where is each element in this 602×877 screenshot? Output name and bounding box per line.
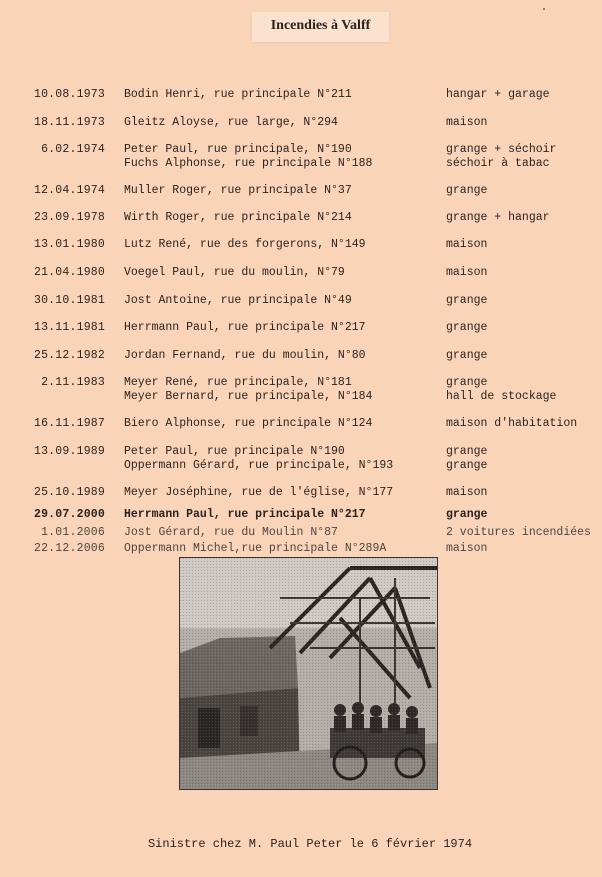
owner-address-line: Fuchs Alphonse, rue principale N°188 [124, 157, 373, 170]
damage-line: grange [446, 349, 488, 362]
entry-date: 23.09.1978 [33, 211, 105, 224]
entry-damage [446, 542, 487, 556]
owner-address-line: Bodin Henri, rue principale N°211 [124, 88, 352, 101]
entry-date: 13.09.1989 [33, 445, 105, 458]
owner-address-line: Meyer Joséphine, rue de l'église, N°177 [124, 486, 394, 499]
damage-line: maison [446, 116, 488, 129]
entry-date: 21.04.1980 [33, 266, 105, 279]
damage-line: grange [446, 445, 488, 458]
entry-owner-address [124, 238, 366, 252]
entry-damage [446, 349, 487, 363]
damage-line: grange [446, 376, 488, 389]
entry-damage [446, 294, 487, 308]
owner-address-line: Oppermann Michel,rue principale N°289A [124, 542, 387, 555]
entry-owner-address [124, 88, 352, 102]
entry-date: 16.11.1987 [33, 417, 105, 430]
entry-owner-address [124, 266, 345, 280]
entry-date: 30.10.1981 [33, 294, 105, 307]
entry-date: 1.01.2006 [41, 526, 105, 539]
entry-damage [446, 417, 577, 431]
owner-address-line: Biero Alphonse, rue principale N°124 [124, 417, 373, 430]
entry-damage [446, 88, 550, 102]
owner-address-line: Jordan Fernand, rue du moulin, N°80 [124, 349, 366, 362]
damage-line: maison [446, 238, 488, 251]
entry-date: 29.07.2000 [33, 508, 105, 521]
fire-photo [179, 557, 438, 790]
entry-damage [446, 376, 556, 404]
damage-line: séchoir à tabac [446, 157, 550, 170]
entry-damage [446, 526, 591, 540]
owner-address-line: Muller Roger, rue principale N°37 [124, 184, 352, 197]
entry-damage [446, 321, 487, 335]
entry-damage [446, 445, 487, 473]
entry-damage [446, 184, 487, 198]
entry-damage [446, 116, 487, 130]
entry-damage [446, 266, 487, 280]
owner-address-line: Lutz René, rue des forgerons, N°149 [124, 238, 366, 251]
entry-date: 10.08.1973 [33, 88, 105, 101]
entry-owner-address [124, 321, 366, 335]
paper-speck [543, 8, 545, 10]
owner-address-line: Jost Gérard, rue du Moulin N°87 [124, 526, 338, 539]
entry-date: 25.10.1989 [33, 486, 105, 499]
entry-owner-address [124, 184, 352, 198]
owner-address-line: Jost Antoine, rue principale N°49 [124, 294, 352, 307]
owner-address-line: Herrmann Paul, rue principale N°217 [124, 321, 366, 334]
damage-line: grange [446, 184, 488, 197]
entry-damage [446, 143, 556, 171]
damage-line: hall de stockage [446, 390, 557, 403]
photo-caption: Sinistre chez M. Paul Peter le 6 février 1974 [147, 837, 473, 851]
entry-owner-address [124, 526, 338, 540]
damage-line: maison [446, 266, 488, 279]
entry-owner-address [124, 508, 366, 522]
entry-date: 18.11.1973 [33, 116, 105, 129]
entry-damage [446, 238, 487, 252]
owner-address-line: Gleitz Aloyse, rue large, N°294 [124, 116, 338, 129]
entry-date: 13.11.1981 [33, 321, 105, 334]
damage-line: grange [446, 508, 488, 521]
damage-line: hangar + garage [446, 88, 550, 101]
damage-line: maison [446, 542, 488, 555]
damage-line: grange [446, 294, 488, 307]
entry-date: 25.12.1982 [33, 349, 105, 362]
entry-owner-address [124, 294, 352, 308]
entry-owner-address [124, 486, 393, 500]
damage-line: maison [446, 486, 488, 499]
page-title: Incendies à Valff [252, 12, 389, 42]
entry-date: 12.04.1974 [33, 184, 105, 197]
entry-owner-address [124, 542, 386, 556]
entry-owner-address [124, 445, 393, 473]
damage-line: 2 voitures incendiées [446, 526, 591, 539]
owner-address-line: Oppermann Gérard, rue principale, N°193 [124, 459, 394, 472]
entry-owner-address [124, 143, 372, 171]
damage-line: grange [446, 321, 488, 334]
entry-date: 22.12.2006 [33, 542, 105, 555]
entry-damage [446, 486, 487, 500]
damage-line: grange + hangar [446, 211, 550, 224]
entry-owner-address [124, 417, 372, 431]
owner-address-line: Herrmann Paul, rue principale N°217 [124, 508, 366, 521]
owner-address-line: Voegel Paul, rue du moulin, N°79 [124, 266, 345, 279]
owner-address-line: Meyer Bernard, rue principale, N°184 [124, 390, 373, 403]
owner-address-line: Meyer René, rue principale, N°181 [124, 376, 352, 389]
owner-address-line: Wirth Roger, rue principale N°214 [124, 211, 352, 224]
entry-owner-address [124, 116, 338, 130]
entry-date: 13.01.1980 [33, 238, 105, 251]
entry-date: 2.11.1983 [41, 376, 105, 389]
owner-address-line: Peter Paul, rue principale, N°190 [124, 143, 352, 156]
entry-damage [446, 508, 487, 522]
owner-address-line: Peter Paul, rue principale N°190 [124, 445, 345, 458]
entry-owner-address [124, 376, 372, 404]
photo-image [180, 558, 437, 789]
entry-owner-address [124, 211, 352, 225]
damage-line: grange + séchoir [446, 143, 557, 156]
damage-line: grange [446, 459, 488, 472]
entry-date: 6.02.1974 [41, 143, 105, 156]
entry-owner-address [124, 349, 366, 363]
damage-line: maison d'habitation [446, 417, 578, 430]
entry-damage [446, 211, 550, 225]
